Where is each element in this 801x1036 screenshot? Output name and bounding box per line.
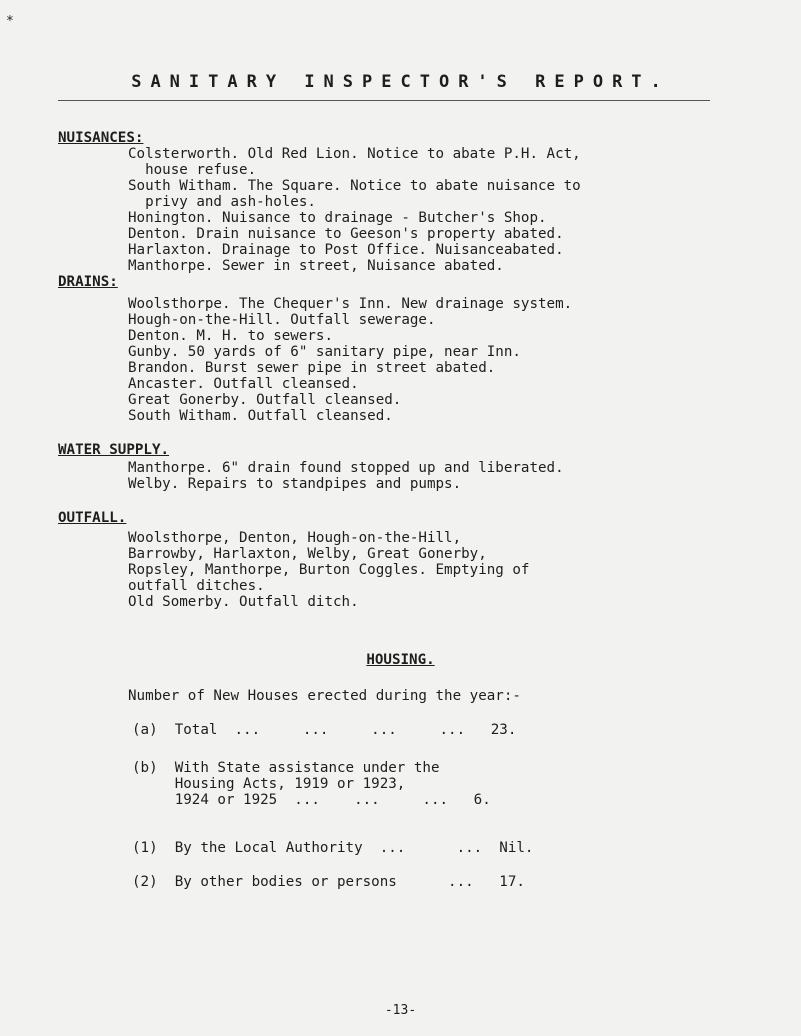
drains-line: Denton. M. H. to sewers. <box>128 328 333 344</box>
drains-line: Gunby. 50 yards of 6" sanitary pipe, near Inn. <box>128 344 521 360</box>
drains-line: Great Gonerby. Outfall cleansed. <box>128 392 402 408</box>
housing-row-1: (1) By the Local Authority ... ... Nil. <box>132 840 534 856</box>
outfall-line: outfall ditches. <box>128 578 265 594</box>
nuisances-line: Denton. Drain nuisance to Geeson's property abated. <box>128 226 564 242</box>
housing-row-b-cont: Housing Acts, 1919 or 1923, <box>132 776 406 792</box>
drains-heading: DRAINS: <box>58 274 118 290</box>
nuisances-line: South Witham. The Square. Notice to abate nuisance to <box>128 178 581 194</box>
outfall-line: Woolsthorpe, Denton, Hough-on-the-Hill, <box>128 530 462 546</box>
water-supply-line: Manthorpe. 6" drain found stopped up and liberated. <box>128 460 564 476</box>
outfall-line: Old Somerby. Outfall ditch. <box>128 594 359 610</box>
housing-intro: Number of New Houses erected during the year:- <box>128 688 521 704</box>
nuisances-line: Harlaxton. Drainage to Post Office. Nuisanceabated. <box>128 242 564 258</box>
housing-row-a: (a) Total ... ... ... ... 23. <box>132 722 517 738</box>
report-title: SANITARY INSPECTOR'S REPORT. <box>131 72 670 92</box>
housing-row-b: (b) With State assistance under the <box>132 760 440 776</box>
drains-line: Woolsthorpe. The Chequer's Inn. New drainage system. <box>128 296 573 312</box>
nuisances-line: Honington. Nuisance to drainage - Butcher's Shop. <box>128 210 547 226</box>
page-number: -13- <box>384 1003 417 1018</box>
page-mark: * <box>6 14 14 29</box>
title-rule <box>58 100 710 101</box>
housing-heading: HOUSING. <box>366 652 435 668</box>
water-supply-heading: WATER SUPPLY. <box>58 442 170 458</box>
outfall-line: Ropsley, Manthorpe, Burton Coggles. Emptying of <box>128 562 530 578</box>
nuisances-heading: NUISANCES: <box>58 130 144 146</box>
nuisances-line: Colsterworth. Old Red Lion. Notice to abate P.H. Act, <box>128 146 581 162</box>
outfall-heading: OUTFALL. <box>58 510 127 526</box>
nuisances-line: house refuse. <box>128 162 257 178</box>
housing-row-2: (2) By other bodies or persons ... 17. <box>132 874 525 890</box>
drains-line: Brandon. Burst sewer pipe in street abated. <box>128 360 496 376</box>
water-supply-line: Welby. Repairs to standpipes and pumps. <box>128 476 462 492</box>
nuisances-line: privy and ash-holes. <box>128 194 316 210</box>
outfall-line: Barrowby, Harlaxton, Welby, Great Gonerby, <box>128 546 487 562</box>
nuisances-line: Manthorpe. Sewer in street, Nuisance abated. <box>128 258 504 274</box>
housing-row-b-cont: 1924 or 1925 ... ... ... 6. <box>132 792 491 808</box>
drains-line: Hough-on-the-Hill. Outfall sewerage. <box>128 312 436 328</box>
drains-line: South Witham. Outfall cleansed. <box>128 408 393 424</box>
drains-line: Ancaster. Outfall cleansed. <box>128 376 359 392</box>
